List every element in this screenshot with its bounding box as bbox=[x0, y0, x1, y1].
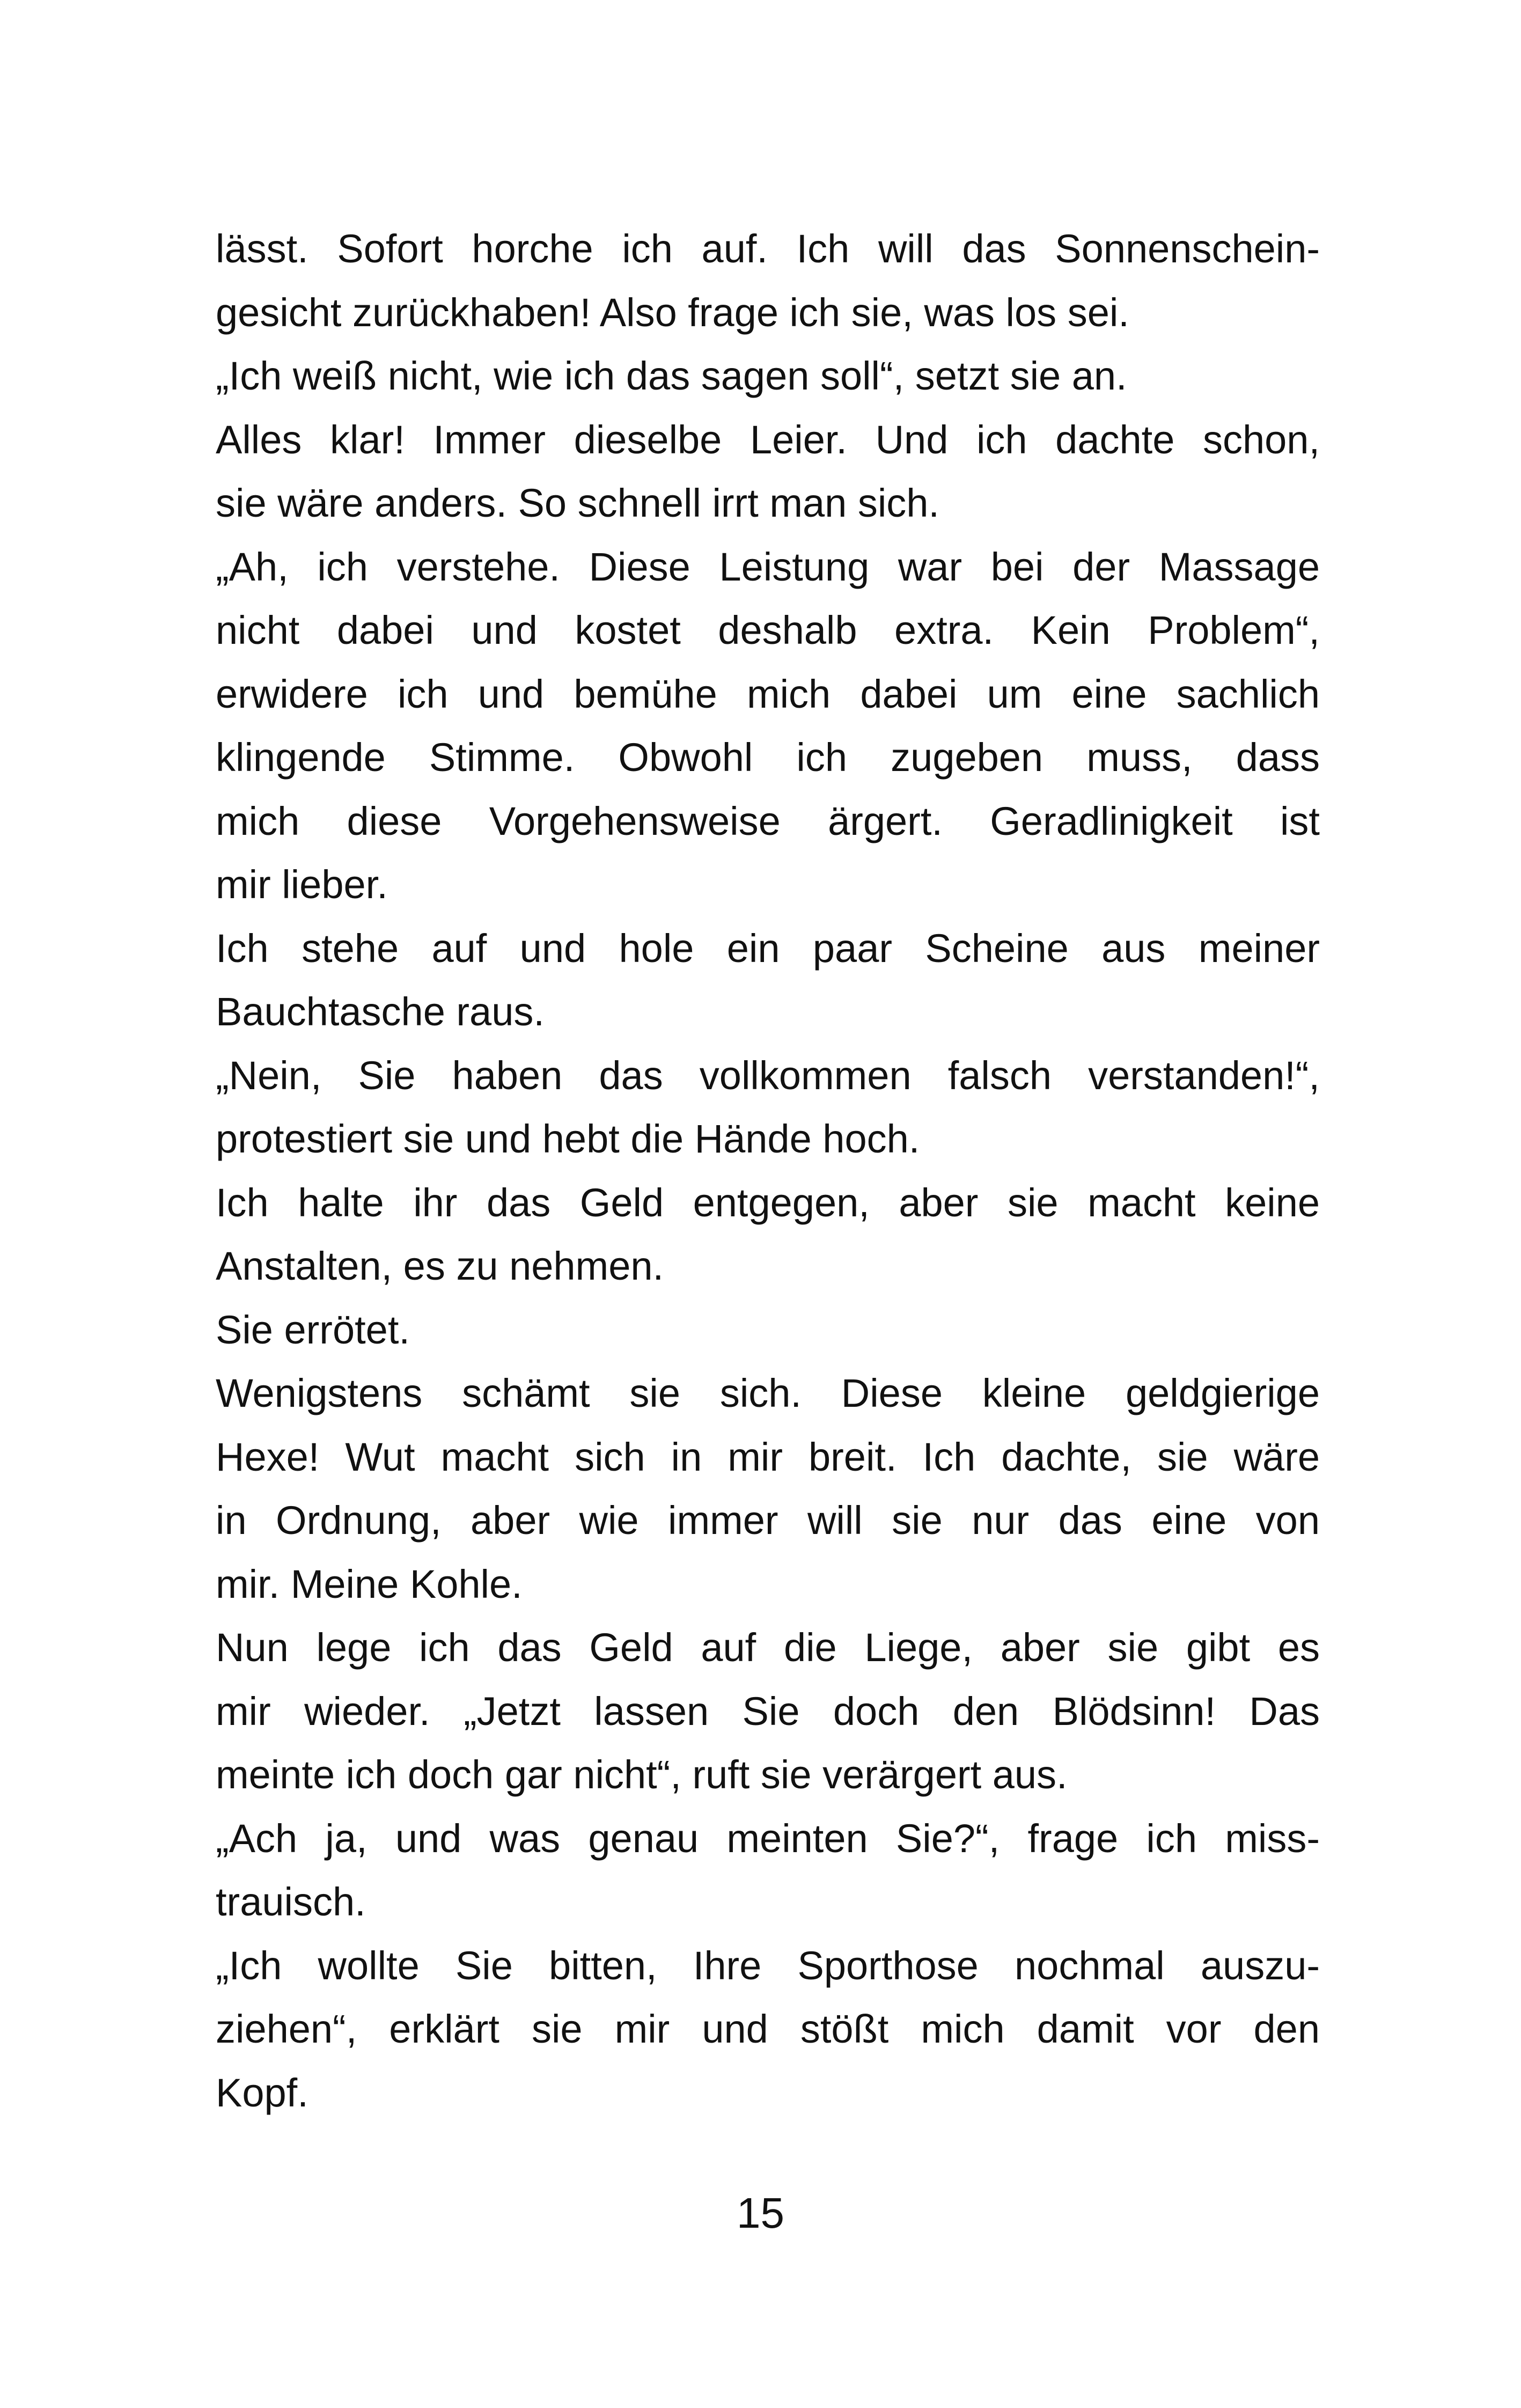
text-line: in Ordnung, aber wie immer will sie nur das eine von bbox=[216, 1498, 1320, 1543]
text-line: Nun lege ich das Geld auf die Liege, aber sie gibt es bbox=[216, 1625, 1320, 1670]
text-line: Hexe! Wut macht sich in mir breit. Ich dachte, sie wäre bbox=[216, 1434, 1320, 1479]
text-line: „Nein, Sie haben das vollkommen falsch verstanden!“, bbox=[216, 1053, 1320, 1098]
page-number: 15 bbox=[737, 2189, 784, 2237]
body-text bbox=[216, 217, 1320, 2125]
text-line: Bauchtasche raus. bbox=[216, 989, 545, 1034]
text-line: mich diese Vorgehensweise ärgert. Geradlinigkeit ist bbox=[216, 798, 1320, 843]
text-line: nicht dabei und kostet deshalb extra. Kein Problem“, bbox=[216, 608, 1320, 652]
text-line: Kopf. bbox=[216, 2070, 308, 2115]
text-line: ziehen“, erklärt sie mir und stößt mich damit vor den bbox=[216, 2007, 1320, 2051]
text-line: sie wäre anders. So schnell irrt man sich. bbox=[216, 481, 939, 525]
text-line: „Ach ja, und was genau meinten Sie?“, frage ich miss- bbox=[216, 1816, 1320, 1861]
text-line: Alles klar! Immer dieselbe Leier. Und ich dachte schon, bbox=[216, 417, 1320, 462]
text-line: „Ich weiß nicht, wie ich das sagen soll“, setzt sie an. bbox=[216, 354, 1127, 398]
text-line: lässt. Sofort horche ich auf. Ich will das Sonnenschein- bbox=[216, 226, 1320, 271]
text-line: mir. Meine Kohle. bbox=[216, 1561, 523, 1606]
text-line: mir lieber. bbox=[216, 862, 388, 907]
text-line: mir wieder. „Jetzt lassen Sie doch den Blödsinn! Das bbox=[216, 1688, 1320, 1734]
text-line: klingende Stimme. Obwohl ich zugeben muss, dass bbox=[216, 735, 1320, 780]
text-line: Wenigstens schämt sie sich. Diese kleine geldgierige bbox=[216, 1371, 1320, 1415]
text-line: Sie errötet. bbox=[216, 1307, 410, 1352]
text-line: „Ich wollte Sie bitten, Ihre Sporthose nochmal auszu- bbox=[216, 1943, 1320, 1988]
text-line: erwidere ich und bemühe mich dabei um eine sachlich bbox=[216, 671, 1320, 716]
text-line: protestiert sie und hebt die Hände hoch. bbox=[216, 1117, 920, 1161]
text-line: Ich halte ihr das Geld entgegen, aber sie macht keine bbox=[216, 1180, 1320, 1225]
text-line: gesicht zurückhaben! Also frage ich sie, was los sei. bbox=[216, 290, 1129, 335]
text-line: „Ah, ich verstehe. Diese Leistung war bei der Massage bbox=[216, 544, 1320, 589]
text-line: Anstalten, es zu nehmen. bbox=[216, 1244, 664, 1288]
text-line: trauisch. bbox=[216, 1880, 366, 1924]
text-line: meinte ich doch gar nicht“, ruft sie verärgert aus. bbox=[216, 1752, 1068, 1797]
text-line: Ich stehe auf und hole ein paar Scheine aus meiner bbox=[216, 926, 1320, 971]
